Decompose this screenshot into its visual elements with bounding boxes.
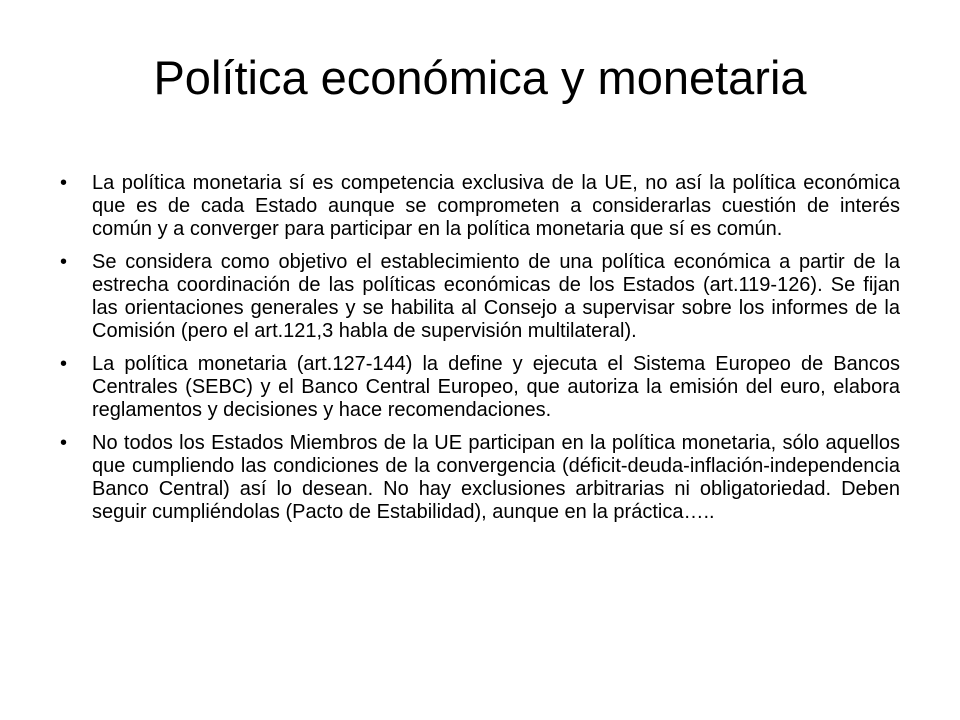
bullet-text: La política monetaria (art.127-144) la define y ejecuta el Sistema Europeo de Bancos Centrales (SEBC) y el Banco Central Europeo, que autoriza la emisión del euro, elabora reglamentos y decisiones y hace recomendaciones.: [92, 353, 900, 421]
bullet-icon: •: [60, 353, 68, 375]
slide-title: Política económica y monetaria: [153, 51, 807, 104]
bullet-icon: •: [60, 172, 68, 194]
bullet-text: La política monetaria sí es competencia exclusiva de la UE, no así la política económica que es de cada Estado aunque se comprometen a considerarlas cuestión de interés común y a converger para participar en la política monetaria que sí es común.: [92, 172, 900, 240]
bullet-text: Se considera como objetivo el establecimiento de una política económica a partir de la estrecha coordinación de las políticas económicas de los Estados (art.119-126). Se fijan las orientaciones generales y se habilita al Consejo a supervisar sobre los informes de la Comisión (pero el art.121,3 habla de supervisión multilateral).: [92, 251, 900, 342]
bullet-item: [60, 251, 900, 343]
bullet-item: [60, 432, 900, 524]
bullet-list: [60, 172, 900, 534]
bullet-text: No todos los Estados Miembros de la UE participan en la política monetaria, sólo aquellos que cumpliendo las condiciones de la convergencia (déficit-deuda-inflación-independencia Banco Central) así lo desean. No hay exclusiones arbitrarias ni obligatoriedad. Deben seguir cumpliéndolas (Pacto de Estabilidad), aunque en la práctica…..: [92, 432, 900, 523]
bullet-icon: •: [60, 251, 68, 273]
bullet-item: [60, 172, 900, 241]
bullet-icon: •: [60, 432, 68, 454]
bullet-item: [60, 353, 900, 422]
